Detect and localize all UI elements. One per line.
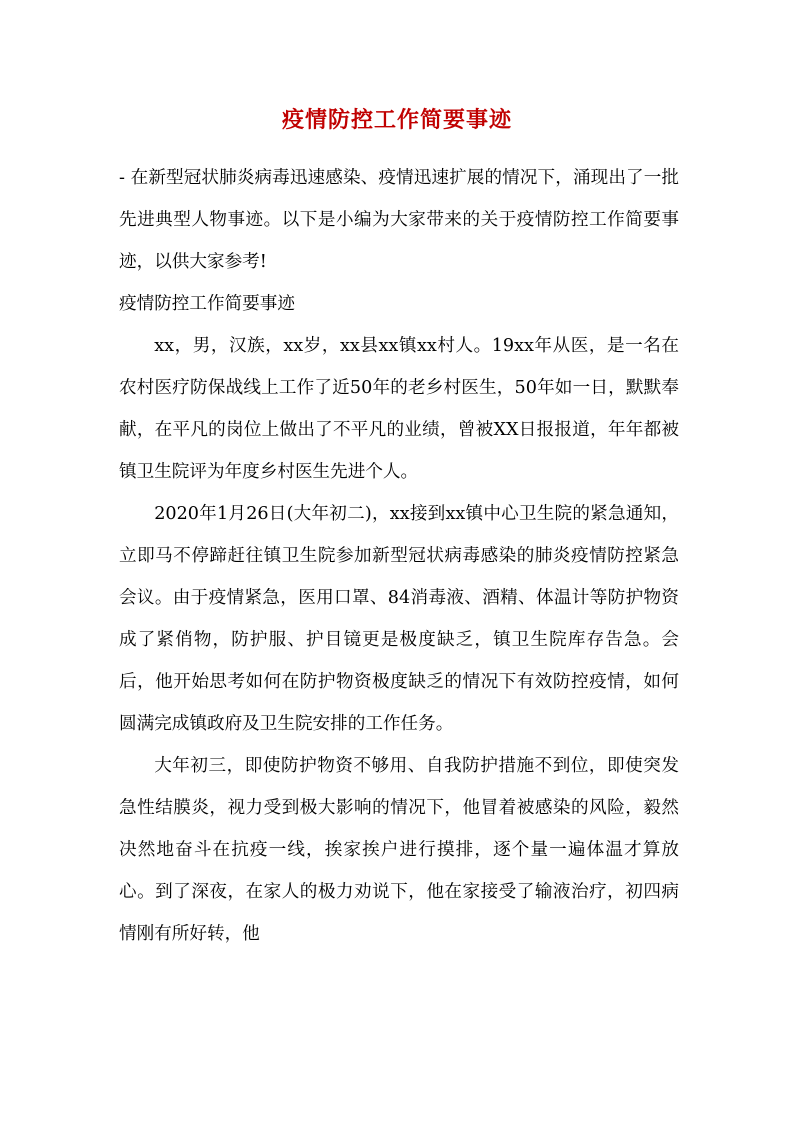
intro-paragraph: - 在新型冠状肺炎病毒迅速感染、疫情迅速扩展的情况下，涌现出了一批先进典型人物事迹。以下是小编为大家带来的关于疫情防控工作简要事迹，以供大家参考! [119, 168, 679, 272]
body-paragraph: xx，男，汉族，xx岁，xx县xx镇xx村人。19xx年从医，是一名在农村医疗防保战线上工作了近50年的老乡村医生，50年如一日，默默奉献，在平凡的岗位上做出了不平凡的业绩，曾被XX日报报道，年年都被镇卫生院评为年度乡村医生先进个人。 [119, 336, 679, 482]
body-paragraph: 大年初三，即使防护物资不够用、自我防护措施不到位，即使突发急性结膜炎，视力受到极大影响的情况下，他冒着被感染的风险，毅然决然地奋斗在抗疫一线，挨家挨户进行摸排，逐个量一遍体温才算放心。到了深夜，在家人的极力劝说下，他在家接受了输液治疗，初四病情刚有所好转，他 [119, 756, 679, 944]
document-body [119, 157, 679, 955]
document-title: 疫情防控工作简要事迹 [281, 107, 512, 133]
body-paragraph: 2020年1月26日(大年初二)，xx接到xx镇中心卫生院的紧急通知，立即马不停蹄赶往镇卫生院参加新型冠状病毒感染的肺炎疫情防控紧急会议。由于疫情紧急，医用口罩、84消毒液、酒精、体温计等防护物资成了紧俏物，防护服、护目镜更是极度缺乏，镇卫生院库存告急。会后，他开始思考如何在防护物资极度缺乏的情况下有效防控疫情，如何圆满完成镇政府及卫生院安排的工作任务。 [119, 504, 679, 734]
section-heading: 疫情防控工作简要事迹 [119, 294, 295, 314]
